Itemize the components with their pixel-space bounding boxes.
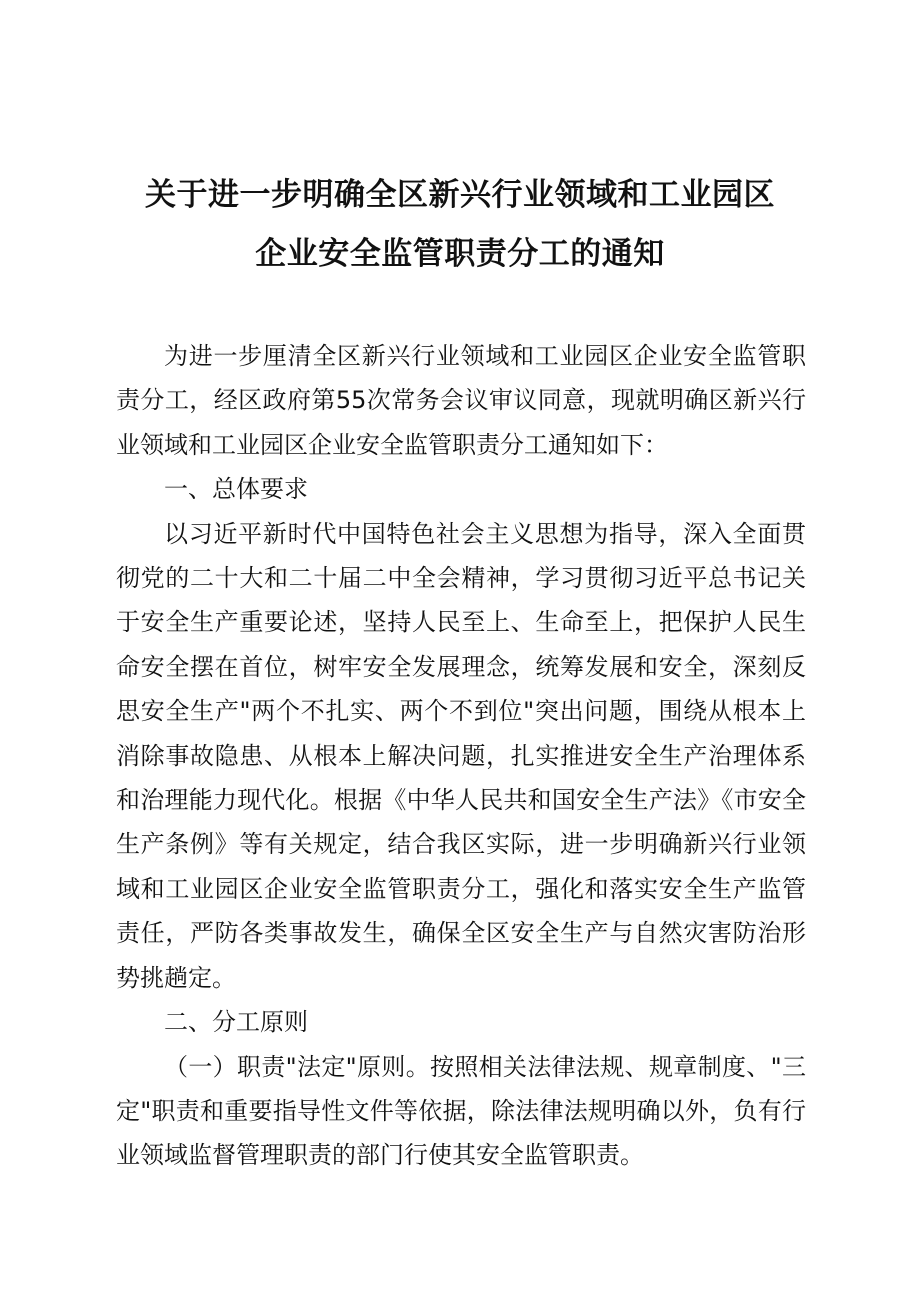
intro-paragraph: 为进一步厘清全区新兴行业领域和工业园区企业安全监管职责分工，经区政府第55次常务会议审议同意，现就明确区新兴行业领域和工业园区企业安全监管职责分工通知如下：: [116, 342, 806, 459]
document-body: [116, 334, 806, 1178]
document-title-line-1: 关于进一步明确全区新兴行业领域和工业园区: [145, 177, 775, 213]
section-1-heading: 一、总体要求: [164, 475, 308, 504]
section-1-paragraph: 以习近平新时代中国特色社会主义思想为指导，深入全面贯彻党的二十大和二十届二中全会精神，学习贯彻习近平总书记关于安全生产重要论述，坚持人民至上、生命至上，把保护人民生命安全摆在首位，树牢安全发展理念，统筹发展和安全，深刻反思安全生产"两个不扎实、两个不到位"突出问题，围绕从根本上消除事故隐患、从根本上解决问题，扎实推进安全生产治理体系和治理能力现代化。根据《中华人民共和国安全生产法》《市安全生产条例》等有关规定，结合我区实际，进一步明确新兴行业领域和工业园区企业安全监管职责分工，强化和落实安全生产监管责任，严防各类事故发生，确保全区安全生产与自然灾害防治形势挑趟定。: [116, 519, 806, 992]
section-2-heading: 二、分工原则: [164, 1008, 308, 1037]
section-2-item-1-paragraph: （一）职责"法定"原则。按照相关法律法规、规章制度、"三定"职责和重要指导性文件等依据，除法律法规明确以外，负有行业领域监督管理职责的部门行使其安全监管职责。: [116, 1052, 806, 1170]
document-title-line-2: 企业安全监管职责分工的通知: [255, 236, 665, 272]
